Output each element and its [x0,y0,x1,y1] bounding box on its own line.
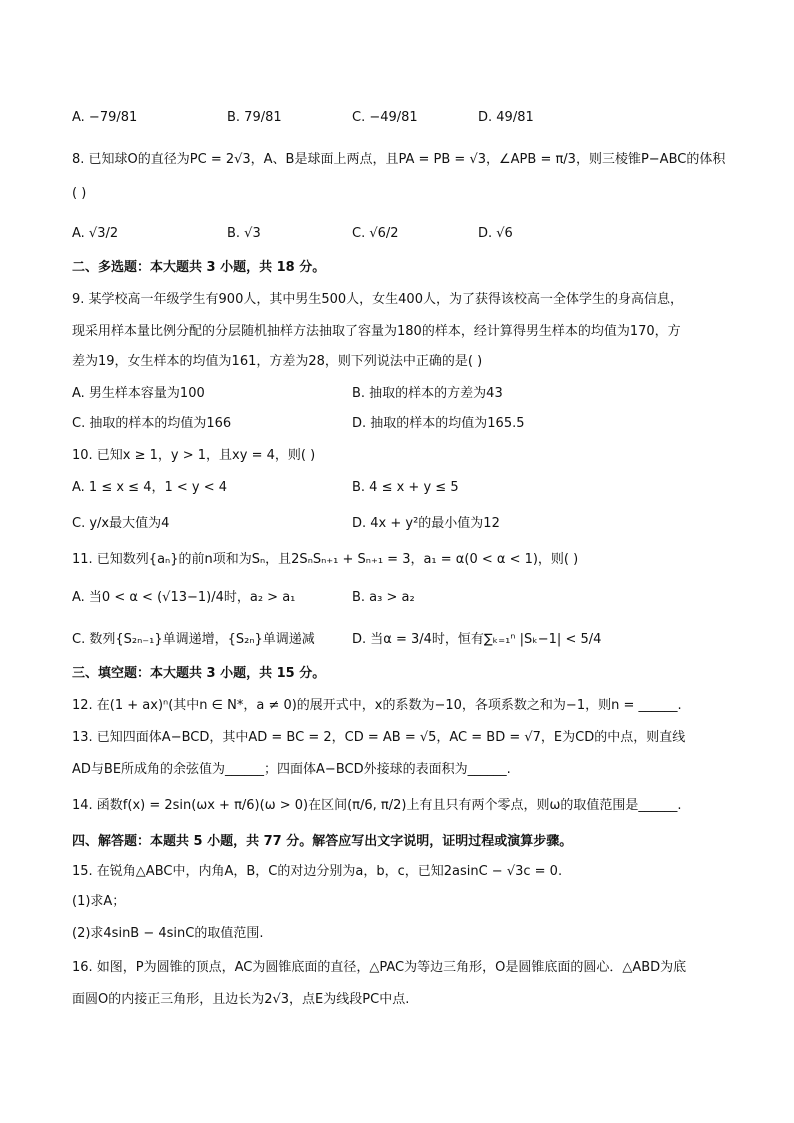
q9-option-d: D. 抽取的样本的均值为165.5 [352,416,525,431]
q9-option-a: A. 男生样本容量为100 [72,386,205,401]
q9-option-c: C. 抽取的样本的均值为166 [72,416,232,431]
q12-stem: 12. 在(1 + ax)ⁿ(其中n ∈ N*，a ≠ 0)的展开式中，x的系数为−10，各项系数之和为−1，则n = ______. [72,698,682,713]
q8-option-d: D. √6 [478,226,513,241]
q13-stem-line2: AD与BE所成角的余弦值为______；四面体A−BCD外接球的表面积为______. [72,762,511,777]
q10-option-c: C. y/x最大值为4 [72,516,170,531]
q9-stem-line1: 9. 某学校高一年级学生有900人，其中男生500人，女生400人，为了获得该校高一全体学生的身高信息， [72,292,683,307]
q14-stem: 14. 函数f(x) = 2sin(ωx + π/6)(ω > 0)在区间(π/6, π/2)上有且只有两个零点，则ω的取值范围是______. [72,798,682,813]
section-fill-in-heading: 三、填空题：本大题共 3 小题，共 15 分。 [72,666,326,681]
section-solution-heading: 四、解答题：本题共 5 小题，共 77 分。解答应写出文字说明，证明过程或演算步骤。 [72,834,573,849]
q10-option-b: B. 4 ≤ x + y ≤ 5 [352,480,459,495]
q7-option-a: A. −79/81 [72,110,138,125]
q9-stem-line3: 差为19，女生样本的均值为161，方差为28，则下列说法中正确的是( ) [72,354,483,369]
q16-stem-line1: 16. 如图，P为圆锥的顶点，AC为圆锥底面的直径，△PAC为等边三角形，O是圆锥底面的圆心．△ABD为底 [72,960,687,975]
q11-option-b: B. a₃ > a₂ [352,590,415,605]
q15-part2: (2)求4sinB − 4sinC的取值范围. [72,926,264,941]
q11-option-a: A. 当0 < α < (√13−1)/4时，a₂ > a₁ [72,590,296,605]
q7-option-d: D. 49/81 [478,110,534,125]
q8-blank: ( ) [72,186,87,201]
q8-stem: 8. 已知球O的直径为PC = 2√3，A、B是球面上两点，且PA = PB = √3，∠APB = π/3，则三棱锥P−ABC的体积 [72,152,726,167]
q11-option-c: C. 数列{S₂ₙ₋₁}单调递增，{S₂ₙ}单调递减 [72,632,315,647]
q11-stem: 11. 已知数列{aₙ}的前n项和为Sₙ，且2SₙSₙ₊₁ + Sₙ₊₁ = 3，a₁ = α(0 < α < 1)，则( ) [72,552,579,567]
q13-stem-line1: 13. 已知四面体A−BCD，其中AD = BC = 2，CD = AB = √5，AC = BD = √7，E为CD的中点，则直线 [72,730,686,745]
q10-option-d: D. 4x + y²的最小值为12 [352,516,500,531]
q16-stem-line2: 面圆O的内接正三角形，且边长为2√3，点E为线段PC中点. [72,992,410,1007]
q7-option-c: C. −49/81 [352,110,418,125]
q8-option-b: B. √3 [227,226,261,241]
q11-option-d: D. 当α = 3/4时，恒有∑ₖ₌₁ⁿ |Sₖ−1| < 5/4 [352,632,602,647]
q15-part1: (1)求A； [72,894,126,909]
q10-option-a: A. 1 ≤ x ≤ 4，1 < y < 4 [72,480,228,495]
q15-stem: 15. 在锐角△ABC中，内角A，B，C的对边分别为a，b，c，已知2asinC − √3c = 0. [72,864,563,879]
q10-stem: 10. 已知x ≥ 1，y > 1，且xy = 4，则( ) [72,448,316,463]
q9-stem-line2: 现采用样本量比例分配的分层随机抽样方法抽取了容量为180的样本，经计算得男生样本的均值为170，方 [72,324,681,339]
section-multiple-choice-heading: 二、多选题：本大题共 3 小题，共 18 分。 [72,260,326,275]
q7-option-b: B. 79/81 [227,110,282,125]
q9-option-b: B. 抽取的样本的方差为43 [352,386,503,401]
q8-option-a: A. √3/2 [72,226,119,241]
q8-option-c: C. √6/2 [352,226,399,241]
